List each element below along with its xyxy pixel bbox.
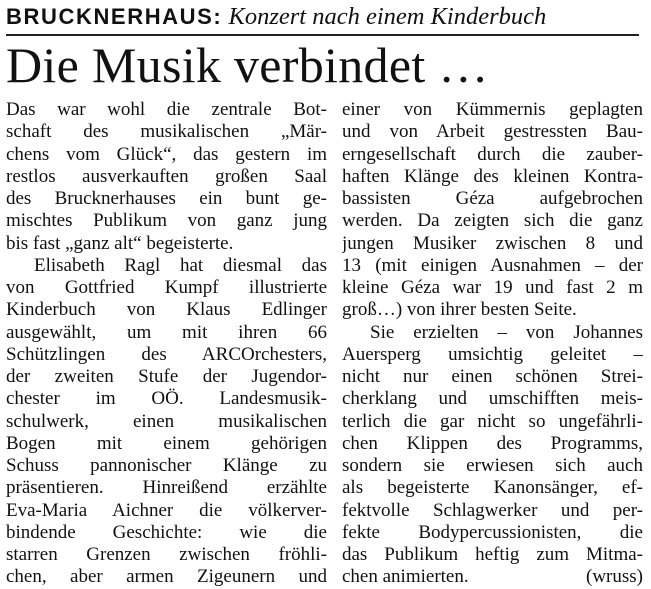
- text-line: groß…) von ihrer besten Seite.: [342, 299, 577, 321]
- text-line: cherklang und umschifften meis-: [342, 388, 643, 410]
- text-line: präsentieren. Hinreißend erzählte: [6, 477, 327, 499]
- text-line: chen Klippen des Programms,: [342, 432, 643, 454]
- text-line: Bogen mit einem gehörigen: [6, 432, 327, 454]
- text-line: das Publikum heftig zum Mitma-: [342, 544, 643, 565]
- text-line: und von Arbeit gestressten Bau-: [342, 121, 643, 143]
- text-line: bassisten Géza aufgebrochen: [342, 188, 643, 209]
- text-line: bis fast „ganz alt“ begeisterte.: [6, 232, 234, 254]
- text-line: starren Grenzen zwischen fröhli-: [6, 544, 327, 565]
- kicker: [6, 2, 645, 32]
- text-line: erngesellschaft durch die zauber-: [342, 143, 643, 165]
- text-line: chens vom Glück“, das gestern im: [6, 143, 327, 165]
- text-line: sondern sie erwiesen sich auch: [342, 455, 643, 476]
- text-line: Sie erzielten – von Johannes: [370, 321, 643, 343]
- text-line: bindende Geschichte: wie die: [6, 521, 327, 543]
- text-line: von Gottfried Kumpf illustrierte: [6, 277, 327, 298]
- text-line: nicht nur einen schönen Strei-: [342, 366, 643, 387]
- kicker-topic: Konzert nach einem Kinderbuch: [228, 3, 547, 30]
- text-line: 13 (mit einigen Ausnahmen – der: [342, 254, 643, 276]
- text-line: kleine Géza war 19 und fast 2 m: [342, 277, 643, 298]
- text-line: werden. Da zeigten sich die ganz: [342, 210, 643, 232]
- text-line: als begeisterte Kanonsänger, ef-: [342, 477, 643, 499]
- text-line: Schützlingen des ARCOrchesters,: [6, 343, 327, 365]
- text-line: Kinderbuch von Klaus Edlinger: [6, 299, 327, 321]
- text-line: Elisabeth Ragl hat diesmal das: [34, 254, 327, 276]
- text-line: Auersperg umsichtig geleitet –: [342, 343, 643, 365]
- text-line: fektvolle Schlagwerker und per-: [342, 499, 643, 521]
- text-line: schaft des musikalischen „Mär-: [6, 121, 327, 143]
- text-line: restlos ausverkauften großen Saal: [6, 165, 327, 187]
- text-line: jungen Musiker zwischen 8 und: [342, 232, 643, 254]
- text-line: ausgewählt, um mit ihren 66: [6, 321, 327, 343]
- text-line: Eva-Maria Aichner die völkerver-: [6, 499, 327, 521]
- closing-line: [342, 566, 643, 588]
- text-line: des Brucknerhauses ein bunt ge-: [6, 188, 327, 209]
- article-column-left: [6, 99, 327, 589]
- kicker-label: BRUCKNERHAUS:: [6, 4, 223, 29]
- text-line: terlich die gar nicht so ungefährli-: [342, 410, 643, 432]
- text-line: mischtes Publikum von ganz jung: [6, 210, 327, 232]
- byline: (wruss): [586, 566, 643, 588]
- headline: Die Musik verbindet …: [6, 37, 489, 93]
- text-line: fekte Bodypercussionisten, die: [342, 521, 643, 543]
- text-line: chen animierten.: [342, 566, 469, 588]
- text-line: schulwerk, einen musikalischen: [6, 410, 327, 432]
- article-column-right: [342, 99, 643, 589]
- text-line: chester im OÖ. Landesmusik-: [6, 388, 327, 410]
- text-line: der zweiten Stufe der Jugendor-: [6, 366, 327, 387]
- text-line: haften Klänge des kleinen Kontra-: [342, 165, 643, 187]
- text-line: chen, aber armen Zigeunern und: [6, 566, 327, 588]
- text-line: Schuss pannonischer Klänge zu: [6, 455, 327, 476]
- text-line: Das war wohl die zentrale Bot-: [6, 99, 327, 120]
- text-line: einer von Kümmernis geplagten: [342, 99, 643, 120]
